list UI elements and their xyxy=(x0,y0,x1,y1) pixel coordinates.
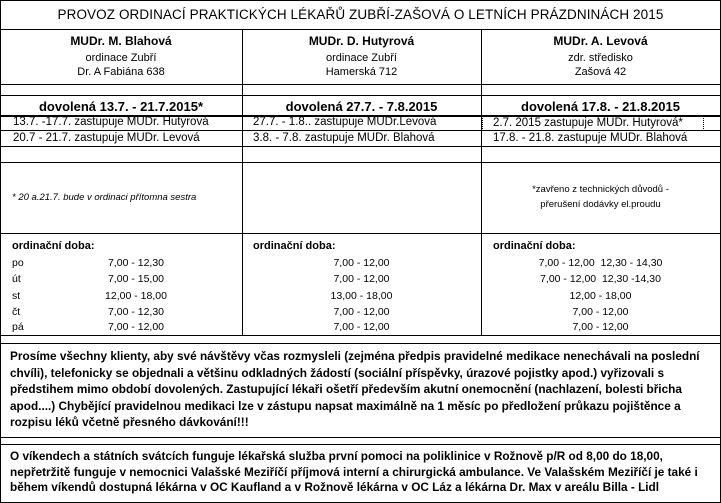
hours-cell: 7,00 - 12,00 xyxy=(572,321,629,333)
note-text: * 20 a.21.7. bude v ordinaci přítomna sestra xyxy=(12,192,197,203)
doctor-place: ordinace Zubří xyxy=(85,52,157,64)
grid-line xyxy=(0,343,721,344)
page-title: PROVOZ ORDINACÍ PRAKTICKÝCH LÉKAŘŮ ZUBŘÍ-ZAŠOVÁ O LETNÍCH PRÁZDNINÁCH 2015 xyxy=(57,7,664,22)
grid-line xyxy=(0,84,721,85)
doctor-name: MUDr. A. Levová xyxy=(553,34,648,48)
replacement-text: 27.7. - 1.8.. zastupuje MUDr.Levová xyxy=(253,116,437,128)
hours-cell: 7,00 - 12,00 xyxy=(333,321,390,333)
doctor-name: MUDr. M. Blahová xyxy=(70,34,172,48)
client-notice: Prosíme všechny klienty, aby své návštěvy včas rozmysleli (zejména předpis pravidelné medikace nenechávali na poslední chvíli), telefonicky se objednali a většinu odkladných žádostí (sociální příspěvky, úrazové pojistky apod.) vyřizovali s předstihem mimo období dovolených. Zastupující lékaři ošetří především akutní onemocnění (nachlazení, bolesti břicha apod....) Chybějící pravidelnou medikaci lze v zástupu napsat maximálně na 1 měsíc po předložení průkazu pojištěnce a rozpisu léků včetně přesného dávkování!!! xyxy=(10,349,700,429)
grid-line xyxy=(0,162,721,163)
replacement-text: 17.8. - 21.8. zastupuje MUDr. Blahová xyxy=(493,132,688,144)
day-label: út xyxy=(12,273,21,285)
doctor-address: Zašová 42 xyxy=(574,66,627,78)
vacation-dates: dovolená 13.7. - 21.7.2015* xyxy=(38,99,204,114)
grid-line xyxy=(0,146,721,147)
hours-header: ordinační doba: xyxy=(493,240,576,252)
grid-line xyxy=(0,0,721,1)
day-label: pá xyxy=(12,321,24,333)
doctor-place: ordinace Zubří xyxy=(326,52,397,64)
hours-cell: 7,00 - 12,00 xyxy=(572,306,629,318)
hours-cell: 12,00 - 18,00 xyxy=(105,290,167,302)
doctor-place: zdr. středisko xyxy=(568,52,633,64)
hours-cell: 7,00 - 12,00 xyxy=(107,321,165,333)
doctor-address: Hamerská 712 xyxy=(325,66,398,78)
note-text: přerušení dodávky el.proudu xyxy=(540,199,661,210)
hours-cell: 13,00 - 18,00 xyxy=(330,290,393,302)
grid-line xyxy=(0,95,721,96)
hours-cell: 7,00 - 12,00 12,30 -14,30 xyxy=(540,273,661,285)
doctor-address: Dr. A Fabiána 638 xyxy=(77,66,165,78)
doctor-name: MUDr. D. Hutyrová xyxy=(308,34,415,48)
hours-header: ordinační doba: xyxy=(12,240,95,252)
hours-cell: 7,00 - 12,30 xyxy=(107,257,165,269)
hours-header: ordinační doba: xyxy=(253,240,336,252)
grid-line xyxy=(0,444,721,445)
weekend-notice: O víkendech a státních svátcích funguje lékařská služba první pomoci na poliklinice v Rožnově p/R od 8,00 do 18,00, nepřetržitě funguje v nemocnici Valašské Meziříčí příjmová interní a chirurgická ambulance. Ve Valašském Meziříčí je také i během víkendů dostupná lékárna v OC Kaufland a v Rožnově lékárna v OC Láz a lékárna Dr. Max v areálu Billa - Lidl xyxy=(10,449,698,494)
vacation-dates: dovolená 27.7. - 7.8.2015 xyxy=(285,99,438,114)
day-label: čt xyxy=(12,306,21,318)
grid-line xyxy=(0,437,721,438)
note-text: *zavřeno z technických důvodů - xyxy=(532,184,669,195)
grid-line xyxy=(0,29,721,30)
replacement-text: 20.7 - 21.7. zastupuje MUDr. Levová xyxy=(13,132,200,144)
grid-line xyxy=(0,233,721,234)
hours-cell: 7,00 - 12,00 xyxy=(333,306,390,318)
grid-line xyxy=(0,335,721,336)
hours-cell: 7,00 - 12,30 xyxy=(107,306,165,318)
hours-cell: 7,00 - 12,00 xyxy=(333,257,390,269)
replacement-text: 3.8. - 7.8. zastupuje MUDr. Blahová xyxy=(253,132,435,144)
day-label: st xyxy=(12,290,21,302)
hours-cell: 7,00 - 12,00 12,30 - 14,30 xyxy=(538,257,663,269)
hours-cell: 12,00 - 18,00 xyxy=(569,290,632,302)
replacement-text: 13.7. -17.7. zastupuje MUDr. Hutyrová xyxy=(13,116,209,128)
hours-cell: 7,00 - 12,00 xyxy=(333,273,390,285)
hours-cell: 7,00 - 15,00 xyxy=(107,273,165,285)
day-label: po xyxy=(12,257,24,269)
vacation-dates: dovolená 17.8. - 21.8.2015 xyxy=(521,99,680,114)
replacement-text: 2.7. 2015 zastupuje MUDr. Hutyrová* xyxy=(482,116,704,131)
